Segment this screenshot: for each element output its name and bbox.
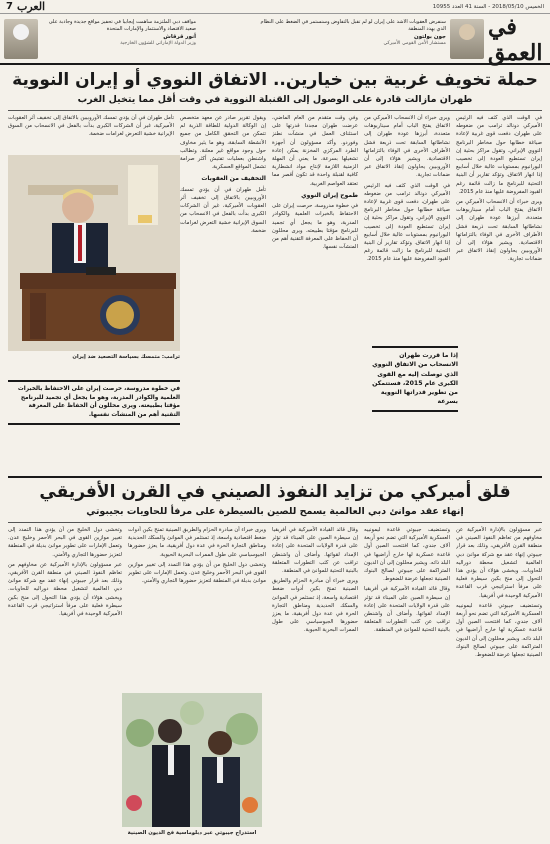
article-divider xyxy=(8,476,542,478)
right-quote-name: جون بولتون xyxy=(414,33,446,40)
article1-column-2: ويرى خبراء أن الانسحاب الأميركي من الاتفاق يفتح الباب أمام سيناريوهات متعددة، أبرزها عودة طهران إلى نشاطاتها السابقة تحت ذريعة فشل الأطراف الأخرى في الوفاء بالتزاماتها الاقتصادية. ويشير هؤلاء إلى أن الأوروبيين يحاولون إنقاذ الاتفاق عبر ضمانات تجارية. في الوقت الذي كثف فيه الرئيس الأميركي دونالد ترامب من ضغوطه على طهران، دفعت قوى غربية لإعادة صياغة خطابها حول مخاطر البرنامج النووي الإيراني. وتقول مراكز بحثية إن إيران تستطيع العودة إلى تخصيب اليورانيوم بمستويات عالية خلال أسابيع إذا انهار الاتفاق. وتؤكد تقارير أن البنية التحتية للبرنامج ما زالت قائمة رغم القيود المفروضة عليها منذ عام 2015. xyxy=(364,115,450,263)
left-quote-role: وزير الدولة الإماراتي للشؤون الخارجية xyxy=(120,40,196,46)
article1-subtitle-2: التخفيف من العقوبات xyxy=(201,175,266,183)
left-quote-text: مواقف دبي الملتزمة ساهمت إيجابيا في تحفيز مواقع جديدة وجاذبة على صعيد الاقتصاد والاستثمار والإمارات المتحدة xyxy=(48,19,196,32)
article2-column-4: ويرى خبراء أن مبادرة الحزام والطريق الصينية تمنح بكين أدوات ضغط اقتصادية واسعة، إذ تستثمر في الموانئ والسكك الحديدية ومناطق التجارة الحرة في عدة دول أفريقية، ما يعزز حضورها الجيوسياسي على طول الممرات البحرية الحيوية. وتخشى دول الخليج من أن يؤدي هذا التمدد إلى تغيير موازين القوى في البحر الأحمر وخليج عدن. وتعمل الإمارات على تطوير موانئ بديلة في المنطقة لتعزيز حضورها التجاري والأمني. xyxy=(128,527,266,585)
article1-column-5: تأمل طهران في أن يؤدي تمسك الأوروبيين بالاتفاق إلى تخفيف أثر العقوبات الأميركية، غير أن الشركات الكبرى بدأت بالفعل في الانسحاب من السوق الإيرانية خشية التعرض لغرامات ضخمة. xyxy=(8,115,174,138)
divider xyxy=(8,110,542,111)
left-quote-name: أنور قرقاش xyxy=(163,33,196,40)
divider xyxy=(8,522,542,523)
article2-subhead: إنهاء عقد موانئ دبي العالمية يسمح للصين بالسيطرة على مرفأ للحاويات بجيبوتي xyxy=(86,506,464,517)
page-number: 7 xyxy=(6,1,13,12)
article1-headline: حملة تخويف غربية بين خيارين.. الاتفاق النووي أو إيران النووية xyxy=(12,70,538,90)
article1-photo-trump xyxy=(8,155,180,351)
leaders-handshake-illustration xyxy=(122,693,262,827)
quote-portrait-left xyxy=(4,19,38,59)
article2-column-3: وقال قائد القيادة الأميركية في أفريقيا إن سيطرة الصين على الميناء قد تؤثر على قدرة الولايات المتحدة على إعادة الإمداد لقواتها. وأضاف أن واشنطن تراقب عن كثب التطورات المتعلقة بالبنية التحتية للموانئ في المنطقة. ويرى خبراء أن مبادرة الحزام والطريق الصينية تمنح بكين أدوات ضغط اقتصادية واسعة، إذ تستثمر في الموانئ والسكك الحديدية ومناطق التجارة الحرة في عدة دول أفريقية، ما يعزز حضورها الجيوسياسي على طول الممرات البحرية الحيوية. xyxy=(272,527,358,634)
article1-photo-caption: ترامب: متمسك بسياسة التصعيد ضد إيران xyxy=(72,354,180,360)
quote-portrait-right xyxy=(450,19,484,59)
article2-photo-caption: استدراج جيبوتي عبر دبلوماسية فخ الديون الصينية xyxy=(127,830,257,836)
left-quote-block xyxy=(0,17,200,63)
right-quote-block xyxy=(200,14,550,66)
article1-subhead: طهران مازالت قادرة على الوصول إلى القنبلة النووية في وقت أقل مما يتخيل الغرب xyxy=(77,94,473,105)
masthead xyxy=(0,0,550,14)
article1-pullquote: إذا ما قررت طهران الانسحاب من الاتفاق النووي الذي توصلت إليه مع القوى الكبرى عام 2015، فستتمكن من تطوير قدراتها النووية بسرعة xyxy=(372,346,458,412)
article2-column-2: وتستضيف جيبوتي قاعدة ليمونييه العسكرية الأميركية التي تضم نحو أربعة آلاف جندي، كما افتتحت الصين أول قاعدة عسكرية لها خارج أراضيها في البلد ذاته. ويشير محللون إلى أن الديون المتراكمة على جيبوتي لصالح البنوك الصينية تجعلها عرضة للضغوط. وقال قائد القيادة الأميركية في أفريقيا إن سيطرة الصين على الميناء قد تؤثر على قدرة الولايات المتحدة على إعادة الإمداد لقواتها. وأضاف أن واشنطن تراقب عن كثب التطورات المتعلقة بالبنية التحتية للموانئ في المنطقة. xyxy=(364,527,450,634)
article1-column-4: ويقول تقرير صادر عن معهد متخصص إن الوكالة الدولية للطاقة الذرية لم تتمكن من التحقق الكامل من جميع الأنشطة السابقة، وهو ما يثير مخاوف حول وجود مواقع غير معلنة. وتطالب واشنطن بعمليات تفتيش أكثر صرامة تشمل المواقع العسكرية. التخفيف من العقوبات تأمل طهران في أن يؤدي تمسك الأوروبيين بالاتفاق إلى تخفيف أثر العقوبات الأميركية، غير أن الشركات الكبرى بدأت بالفعل في الانسحاب من السوق الإيرانية خشية التعرض لغرامات ضخمة. xyxy=(180,115,266,234)
right-quote-role: مستشار الأمن القومي الأميركي xyxy=(383,40,446,46)
right-quote-text: سنفرض العقوبات الأشد على إيران لو لم تقبل بالتفاوض وسنستمر في الضغط على النظام الذي يهدد المنطقة xyxy=(260,19,446,32)
article1-column-3: وفي وقت متقدم من العام الماضي، عرضت طهران مجددا قدرتها على استئناف العمل في منشآت نطنز وفوردو. وأكد مسؤولون أن أجهزة الطرد المركزي المخزنة يمكن إعادة تشغيلها بسرعة، ما يعني أن المهلة الزمنية اللازمة لإنتاج مواد انشطارية كافية لقنبلة واحدة قد تكون أقصر مما تعتقد العواصم الغربية. طموح إيران النووي في خطوة مدروسة، حرصت إيران على الاحتفاظ بالخبرات العلمية والكوادر المدربة، وهو ما يجعل أي تجميد للبرنامج مؤقتا بطبيعته. ويرى محللون أن الحفاظ على المعرفة التقنية أهم من المنشآت نفسها. xyxy=(272,115,358,251)
article2-column-5: وتخشى دول الخليج من أن يؤدي هذا التمدد إلى تغيير موازين القوى في البحر الأحمر وخليج عدن. وتعمل الإمارات على تطوير موانئ بديلة في المنطقة لتعزيز حضورها التجاري والأمني. عبر مسؤولون بالإدارة الأميركية عن مخاوفهم من تعاظم النفوذ الصيني في منطقة القرن الأفريقي، وذلك بعد قرار جيبوتي إنهاء عقد مع شركة موانئ دبي العالمية لتشغيل محطة دوراليه للحاويات. ويخشى هؤلاء أن يؤدي هذا التحول إلى منح بكين سيطرة فعلية على مرفأ استراتيجي قرب القاعدة الأميركية الوحيدة في أفريقيا. xyxy=(8,527,122,618)
article1-subtitle-1: طموح إيران النووي xyxy=(301,191,358,199)
article2-column-1: عبر مسؤولون بالإدارة الأميركية عن مخاوفهم من تعاظم النفوذ الصيني في منطقة القرن الأفريقي، وذلك بعد قرار جيبوتي إنهاء عقد مع شركة موانئ دبي العالمية لتشغيل محطة دوراليه للحاويات. ويخشى هؤلاء أن يؤدي هذا التحول إلى منح بكين سيطرة فعلية على مرفأ استراتيجي قرب القاعدة الأميركية الوحيدة في أفريقيا. وتستضيف جيبوتي قاعدة ليمونييه العسكرية الأميركية التي تضم نحو أربعة آلاف جندي، كما افتتحت الصين أول قاعدة عسكرية لها خارج أراضيها في البلد ذاته. ويشير محللون إلى أن الديون المتراكمة على جيبوتي لصالح البنوك الصينية تجعلها عرضة للضغوط. xyxy=(456,527,542,659)
paper-logo: العرب xyxy=(16,0,46,13)
issue-info: الخميس 2018/05/10 - السنة 41 العدد 10955 xyxy=(432,3,544,10)
section-label: في العمق xyxy=(488,14,543,66)
article2-photo-leaders xyxy=(122,693,262,827)
article1-pullquote-alt: في خطوة مدروسة، حرصت إيران على الاحتفاظ بالخبرات العلمية والكوادر المدربة، وهو ما يجعل أي تجميد للبرنامج مؤقتا بطبيعته. ويرى محللون أن الحفاظ على المعرفة التقنية أهم من المنشآت نفسها. xyxy=(8,380,180,425)
article2-headline: قلق أميركي من تزايد النفوذ الصيني في القرن الأفريقي xyxy=(39,482,511,502)
trump-desk-illustration xyxy=(8,155,180,351)
article1-column-1: في الوقت الذي كثف فيه الرئيس الأميركي دونالد ترامب من ضغوطه على طهران، دفعت قوى غربية لإعادة صياغة خطابها حول مخاطر البرنامج النووي الإيراني. وتقول مراكز بحثية إن إيران تستطيع العودة إلى تخصيب اليورانيوم بمستويات عالية خلال أسابيع إذا انهار الاتفاق. وتؤكد تقارير أن البنية التحتية للبرنامج ما زالت قائمة رغم القيود المفروضة عليها منذ عام 2015. ويرى خبراء أن الانسحاب الأميركي من الاتفاق يفتح الباب أمام سيناريوهات متعددة، أبرزها عودة طهران إلى نشاطاتها السابقة تحت ذريعة فشل الأطراف الأخرى في الوفاء بالتزاماتها الاقتصادية. ويشير هؤلاء إلى أن الأوروبيين يحاولون إنقاذ الاتفاق عبر ضمانات تجارية. xyxy=(456,115,542,263)
quote-strip xyxy=(0,14,550,66)
